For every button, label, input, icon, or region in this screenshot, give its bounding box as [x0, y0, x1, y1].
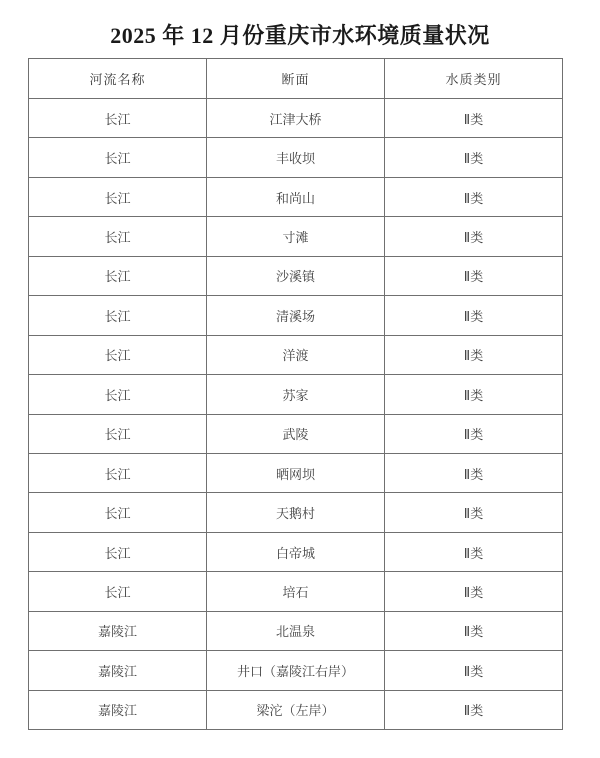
river-name-cell: 长江	[29, 217, 207, 256]
section-cell: 晒网坝	[207, 453, 385, 492]
river-name-cell: 长江	[29, 532, 207, 571]
water-quality-table	[28, 58, 563, 730]
table-row	[29, 690, 563, 729]
table-row	[29, 138, 563, 177]
table-row	[29, 611, 563, 650]
river-name-cell: 长江	[29, 138, 207, 177]
section-cell: 沙溪镇	[207, 256, 385, 295]
section-cell: 寸滩	[207, 217, 385, 256]
quality-class-cell: Ⅱ类	[385, 493, 563, 532]
quality-class-cell: Ⅱ类	[385, 414, 563, 453]
table-row	[29, 217, 563, 256]
quality-class-cell: Ⅱ类	[385, 256, 563, 295]
section-cell: 白帝城	[207, 532, 385, 571]
column-header-river-name: 河流名称	[29, 59, 207, 99]
section-cell: 和尚山	[207, 177, 385, 216]
section-cell: 丰收坝	[207, 138, 385, 177]
section-cell: 洋渡	[207, 335, 385, 374]
table-row	[29, 296, 563, 335]
quality-class-cell: Ⅱ类	[385, 335, 563, 374]
river-name-cell: 长江	[29, 177, 207, 216]
quality-class-cell: Ⅱ类	[385, 217, 563, 256]
quality-class-cell: Ⅱ类	[385, 532, 563, 571]
column-header-section: 断面	[207, 59, 385, 99]
river-name-cell: 长江	[29, 375, 207, 414]
river-name-cell: 长江	[29, 99, 207, 138]
table-row	[29, 651, 563, 690]
quality-class-cell: Ⅱ类	[385, 177, 563, 216]
table-row	[29, 532, 563, 571]
section-cell: 武陵	[207, 414, 385, 453]
river-name-cell: 长江	[29, 296, 207, 335]
section-cell: 培石	[207, 572, 385, 611]
section-cell: 清溪场	[207, 296, 385, 335]
table-header	[29, 59, 563, 99]
table-row	[29, 99, 563, 138]
page-title: 2025 年 12 月份重庆市水环境质量状况	[110, 23, 490, 48]
table-row	[29, 177, 563, 216]
quality-class-cell: Ⅱ类	[385, 453, 563, 492]
quality-class-cell: Ⅱ类	[385, 690, 563, 729]
section-cell: 北温泉	[207, 611, 385, 650]
river-name-cell: 嘉陵江	[29, 690, 207, 729]
river-name-cell: 嘉陵江	[29, 651, 207, 690]
section-cell: 天鹅村	[207, 493, 385, 532]
table-row	[29, 375, 563, 414]
quality-class-cell: Ⅱ类	[385, 651, 563, 690]
table-row	[29, 414, 563, 453]
section-cell: 江津大桥	[207, 99, 385, 138]
river-name-cell: 长江	[29, 493, 207, 532]
table-row	[29, 572, 563, 611]
river-name-cell: 长江	[29, 414, 207, 453]
column-header-quality-class: 水质类别	[385, 59, 563, 99]
section-cell: 井口（嘉陵江右岸）	[207, 651, 385, 690]
table-header-row	[29, 59, 563, 99]
table-row	[29, 335, 563, 374]
river-name-cell: 长江	[29, 335, 207, 374]
river-name-cell: 长江	[29, 572, 207, 611]
table-body	[29, 99, 563, 730]
quality-class-cell: Ⅱ类	[385, 375, 563, 414]
table-row	[29, 256, 563, 295]
table-row	[29, 493, 563, 532]
section-cell: 梁沱（左岸）	[207, 690, 385, 729]
quality-class-cell: Ⅱ类	[385, 296, 563, 335]
quality-class-cell: Ⅱ类	[385, 611, 563, 650]
quality-class-cell: Ⅱ类	[385, 138, 563, 177]
section-cell: 苏家	[207, 375, 385, 414]
quality-class-cell: Ⅱ类	[385, 572, 563, 611]
quality-class-cell: Ⅱ类	[385, 99, 563, 138]
river-name-cell: 长江	[29, 453, 207, 492]
river-name-cell: 嘉陵江	[29, 611, 207, 650]
table-row	[29, 453, 563, 492]
river-name-cell: 长江	[29, 256, 207, 295]
